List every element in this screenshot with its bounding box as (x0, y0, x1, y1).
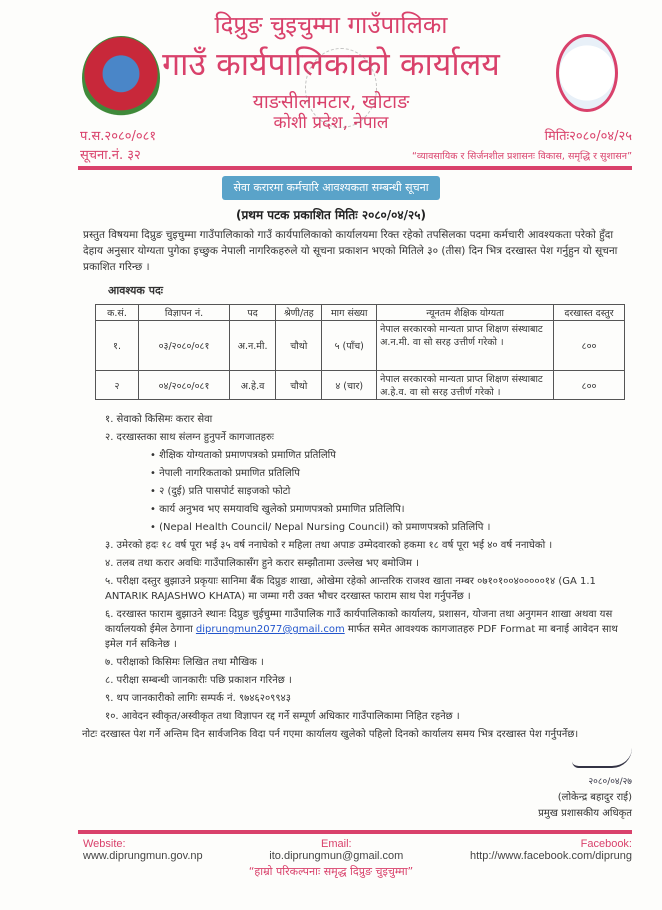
posts-heading: आवश्यक पदः (108, 284, 164, 297)
doc-text: कार्य अनुभव भए समयावधि खुलेको प्रमाणपत्रको प्रमाणित प्रतिलिपि। (159, 504, 405, 515)
website-link[interactable]: www.diprungmun.gov.np (83, 850, 203, 862)
address-line: याङसीलामटार, खोटाङ (252, 91, 410, 113)
list-item: ३. उमेरको हदः १८ वर्ष पूरा भई ३५ वर्ष ननाघेको र महिला तथा अपाङ उम्मेदवारको हकमा १८ वर्ष पूरा भई ४० वर्ष ननाघेको । (105, 540, 553, 551)
footer-website (83, 838, 203, 862)
slogan: “व्यावसायिक र सिर्जनशील प्रशासनः विकास, समृद्धि र सुशासन” (411, 151, 632, 162)
doc-item: • कार्य अनुभव भए समयावधि खुलेको प्रमाणपत्रको प्रमाणित प्रतिलिपि। (150, 504, 405, 515)
footer-motto: “हाम्रो परिकल्पनाः समृद्ध दिप्रुङ चुइचुम्मा” (248, 865, 414, 878)
list-item: १०. आवेदन स्वीकृत/अस्वीकृत तथा विज्ञापन रद्द गर्ने सम्पूर्ण अधिकार गाउँपालिकामा निहित रहनेछ । (105, 711, 460, 722)
list-item: २. दरखास्तका साथ संलग्न हुनुपर्ने कागजातहरुः (105, 432, 274, 443)
signature (572, 748, 632, 768)
notice-number: सूचना.नं. ३२ (80, 148, 141, 163)
footer-email[interactable]: ito.diprungmun@gmail.com (269, 850, 404, 862)
footer-divider (78, 830, 632, 834)
province-line: कोशी प्रदेश, नेपाल (273, 113, 389, 133)
cell: ०४/२०८०/०८१ (139, 371, 230, 400)
cell: ४ (चार) (322, 371, 377, 400)
signatory-name: (लोकेन्द्र बहादुर राई) (557, 792, 632, 803)
doc-text: शैक्षिक योग्यताको प्रमाणपत्रको प्रमाणित प्रतिलिपि (159, 450, 336, 461)
office-name: गाउँ कार्यपालिकाको कार्यालय (162, 45, 500, 83)
table-row (96, 321, 625, 371)
list-item: ८. परीक्षा सम्बन्धी जानकारीः पछि प्रकाशन गरिनेछ । (105, 675, 292, 686)
col-fee: दरखास्त दस्तुर (554, 305, 625, 321)
doc-text: नेपाली नागरिकताको प्रमाणित प्रतिलिपि (159, 468, 300, 479)
signatory-title: प्रमुख प्रशासकीय अधिकृत (538, 808, 632, 819)
doc-item: • शैक्षिक योग्यताको प्रमाणपत्रको प्रमाणित प्रतिलिपि (150, 450, 336, 461)
list-item: ४. तलब तथा करार अवधिः गाउँपालिकासँग हुने करार सम्झौतामा उल्लेख भए बमोजिम । (105, 558, 419, 569)
list-item: ५. परीक्षा दस्तुर बुझाउने प्रकृयाः सानिमा बैंक दिप्रुङ शाखा, ओखेमा रहेको आन्तरिक राजश्व खाता नम्बर ०७१०१००४०००००१४ (GA 1.1 ANTARIK RAJASHWO KHATA) मा जम्मा गरी उक्त भौचर दरखास्त फाराम साथ पेश गर्नुपर्नेछ । (105, 576, 596, 602)
posts-table (95, 304, 625, 400)
list-text: ६. दरखास्त फाराम बुझाउने स्थानः दिप्रुङ चुईचुम्मा गाउँपालिक गाउँ कार्यपालिकाको कार्यालय, प्रशासन, योजना तथा अनुगमन शाखा अथवा यस कार्यालयको ईमेल ठेगाना (105, 609, 613, 635)
footer (83, 838, 632, 862)
published-date: (प्रथम पटक प्रकाशित मितिः २०८०/०४/२५) (235, 208, 427, 222)
letter-number: प.स.२०८०/०८१ (80, 129, 157, 144)
note: नोटः दरखास्त पेश गर्ने अन्तिम दिन सार्वजनिक विदा पर्न गएमा कार्यालय खुलेको पहिलो दिनको कार्यालय समय भित्र दरखास्त पेश गर्नुपर्नेछ। (82, 729, 579, 740)
col-ad-no: विज्ञापन नं. (139, 305, 230, 321)
col-qualification: न्यूनतम शैक्षिक योग्यता (377, 305, 554, 321)
intro-paragraph: प्रस्तुत विषयमा दिप्रुङ चुइचुम्मा गाउँपालिकाको गाउँ कार्यपालिकाको कार्यालयमा रिक्त रहेको तपसिलका पदमा कर्मचारी आवश्यकता परेको हुँदा देहाय अनुसार योग्यता पुगेका इच्छुक नेपाली नागरिकहरुले यो सूचना प्रकाशन भएको मितिले ३० (तीस) दिन भित्र दरखास्त पेश गर्नुहुन यो सूचना प्रकाशित गरिन्छ । (83, 229, 618, 273)
col-sn: क.सं. (96, 305, 139, 321)
cell: ५ (पाँच) (322, 321, 377, 371)
signature-block (0, 748, 632, 822)
conditions-list (105, 412, 632, 724)
cell: १. (96, 321, 139, 371)
list-item (105, 607, 632, 652)
cell: चौथो (276, 371, 322, 400)
header-divider (78, 166, 632, 170)
signature-date: २०८०/०४/२७ (588, 777, 632, 787)
letter-date: मितिः२०८०/०४/२५ (544, 129, 632, 144)
email-link[interactable]: diprungmun2077@gmail.com (195, 624, 345, 635)
cell: नेपाल सरकारको मान्यता प्राप्त शिक्षण संस्थाबाट अ.न.मी. वा सो सरह उत्तीर्ण गरेको । (377, 321, 554, 371)
table-header (96, 305, 625, 321)
notice-banner: सेवा करारमा कर्मचारि आवश्यकता सम्बन्धी सूचना (222, 176, 440, 200)
notice-body (0, 206, 662, 899)
municipality-name: दिप्रुङ चुइचुम्मा गाउँपालिका (214, 11, 448, 39)
cell: ८०० (554, 371, 625, 400)
cell: ८०० (554, 321, 625, 371)
cell: चौथो (276, 321, 322, 371)
doc-text: २ (दुई) प्रति पासपोर्ट साइजको फोटो (159, 486, 291, 497)
cell: नेपाल सरकारको मान्यता प्राप्त शिक्षण संस्थाबाट अ.हे.व. वा सो सरह उत्तीर्ण गरेको । (377, 371, 554, 400)
facebook-link[interactable]: http://www.facebook.com/diprung (469, 850, 632, 862)
office-stamp (305, 48, 377, 128)
doc-item: • नेपाली नागरिकताको प्रमाणित प्रतिलिपि (150, 468, 300, 479)
facebook-label: Facebook: (580, 838, 632, 850)
list-text: मार्फत समेत आवश्यक कागजातहरु PDF Format मा बनाई आवेदन साथ इमेल गर्न सकिनेछ । (105, 624, 618, 650)
website-label: Website: (83, 838, 126, 850)
footer-email-col (269, 838, 403, 862)
col-level: श्रेणी/तह (276, 305, 322, 321)
cell: ०३/२०८०/०८१ (139, 321, 230, 371)
email-label: Email: (321, 838, 352, 850)
list-item: ९. थप जानकारीको लागिः सम्पर्क नं. ९७४६२०९९४३ (105, 693, 291, 704)
table-row (96, 371, 625, 400)
cell: अ.न.मी. (230, 321, 276, 371)
col-post: पद (230, 305, 276, 321)
doc-text: (Nepal Health Council/ Nepal Nursing Council) को प्रमाणपत्रको प्रतिलिपि । (159, 522, 491, 533)
footer-facebook (470, 838, 632, 862)
col-demand: माग संख्या (322, 305, 377, 321)
cell: अ.हे.व (230, 371, 276, 400)
doc-item: • २ (दुई) प्रति पासपोर्ट साइजको फोटो (150, 486, 291, 497)
list-item: ७. परीक्षाको किसिमः लिखित तथा मौखिक । (105, 657, 264, 668)
cell: २ (96, 371, 139, 400)
doc-item: • (Nepal Health Council/ Nepal Nursing Council) को प्रमाणपत्रको प्रतिलिपि । (150, 522, 491, 533)
list-item: १. सेवाको किसिमः करार सेवा (105, 414, 213, 425)
